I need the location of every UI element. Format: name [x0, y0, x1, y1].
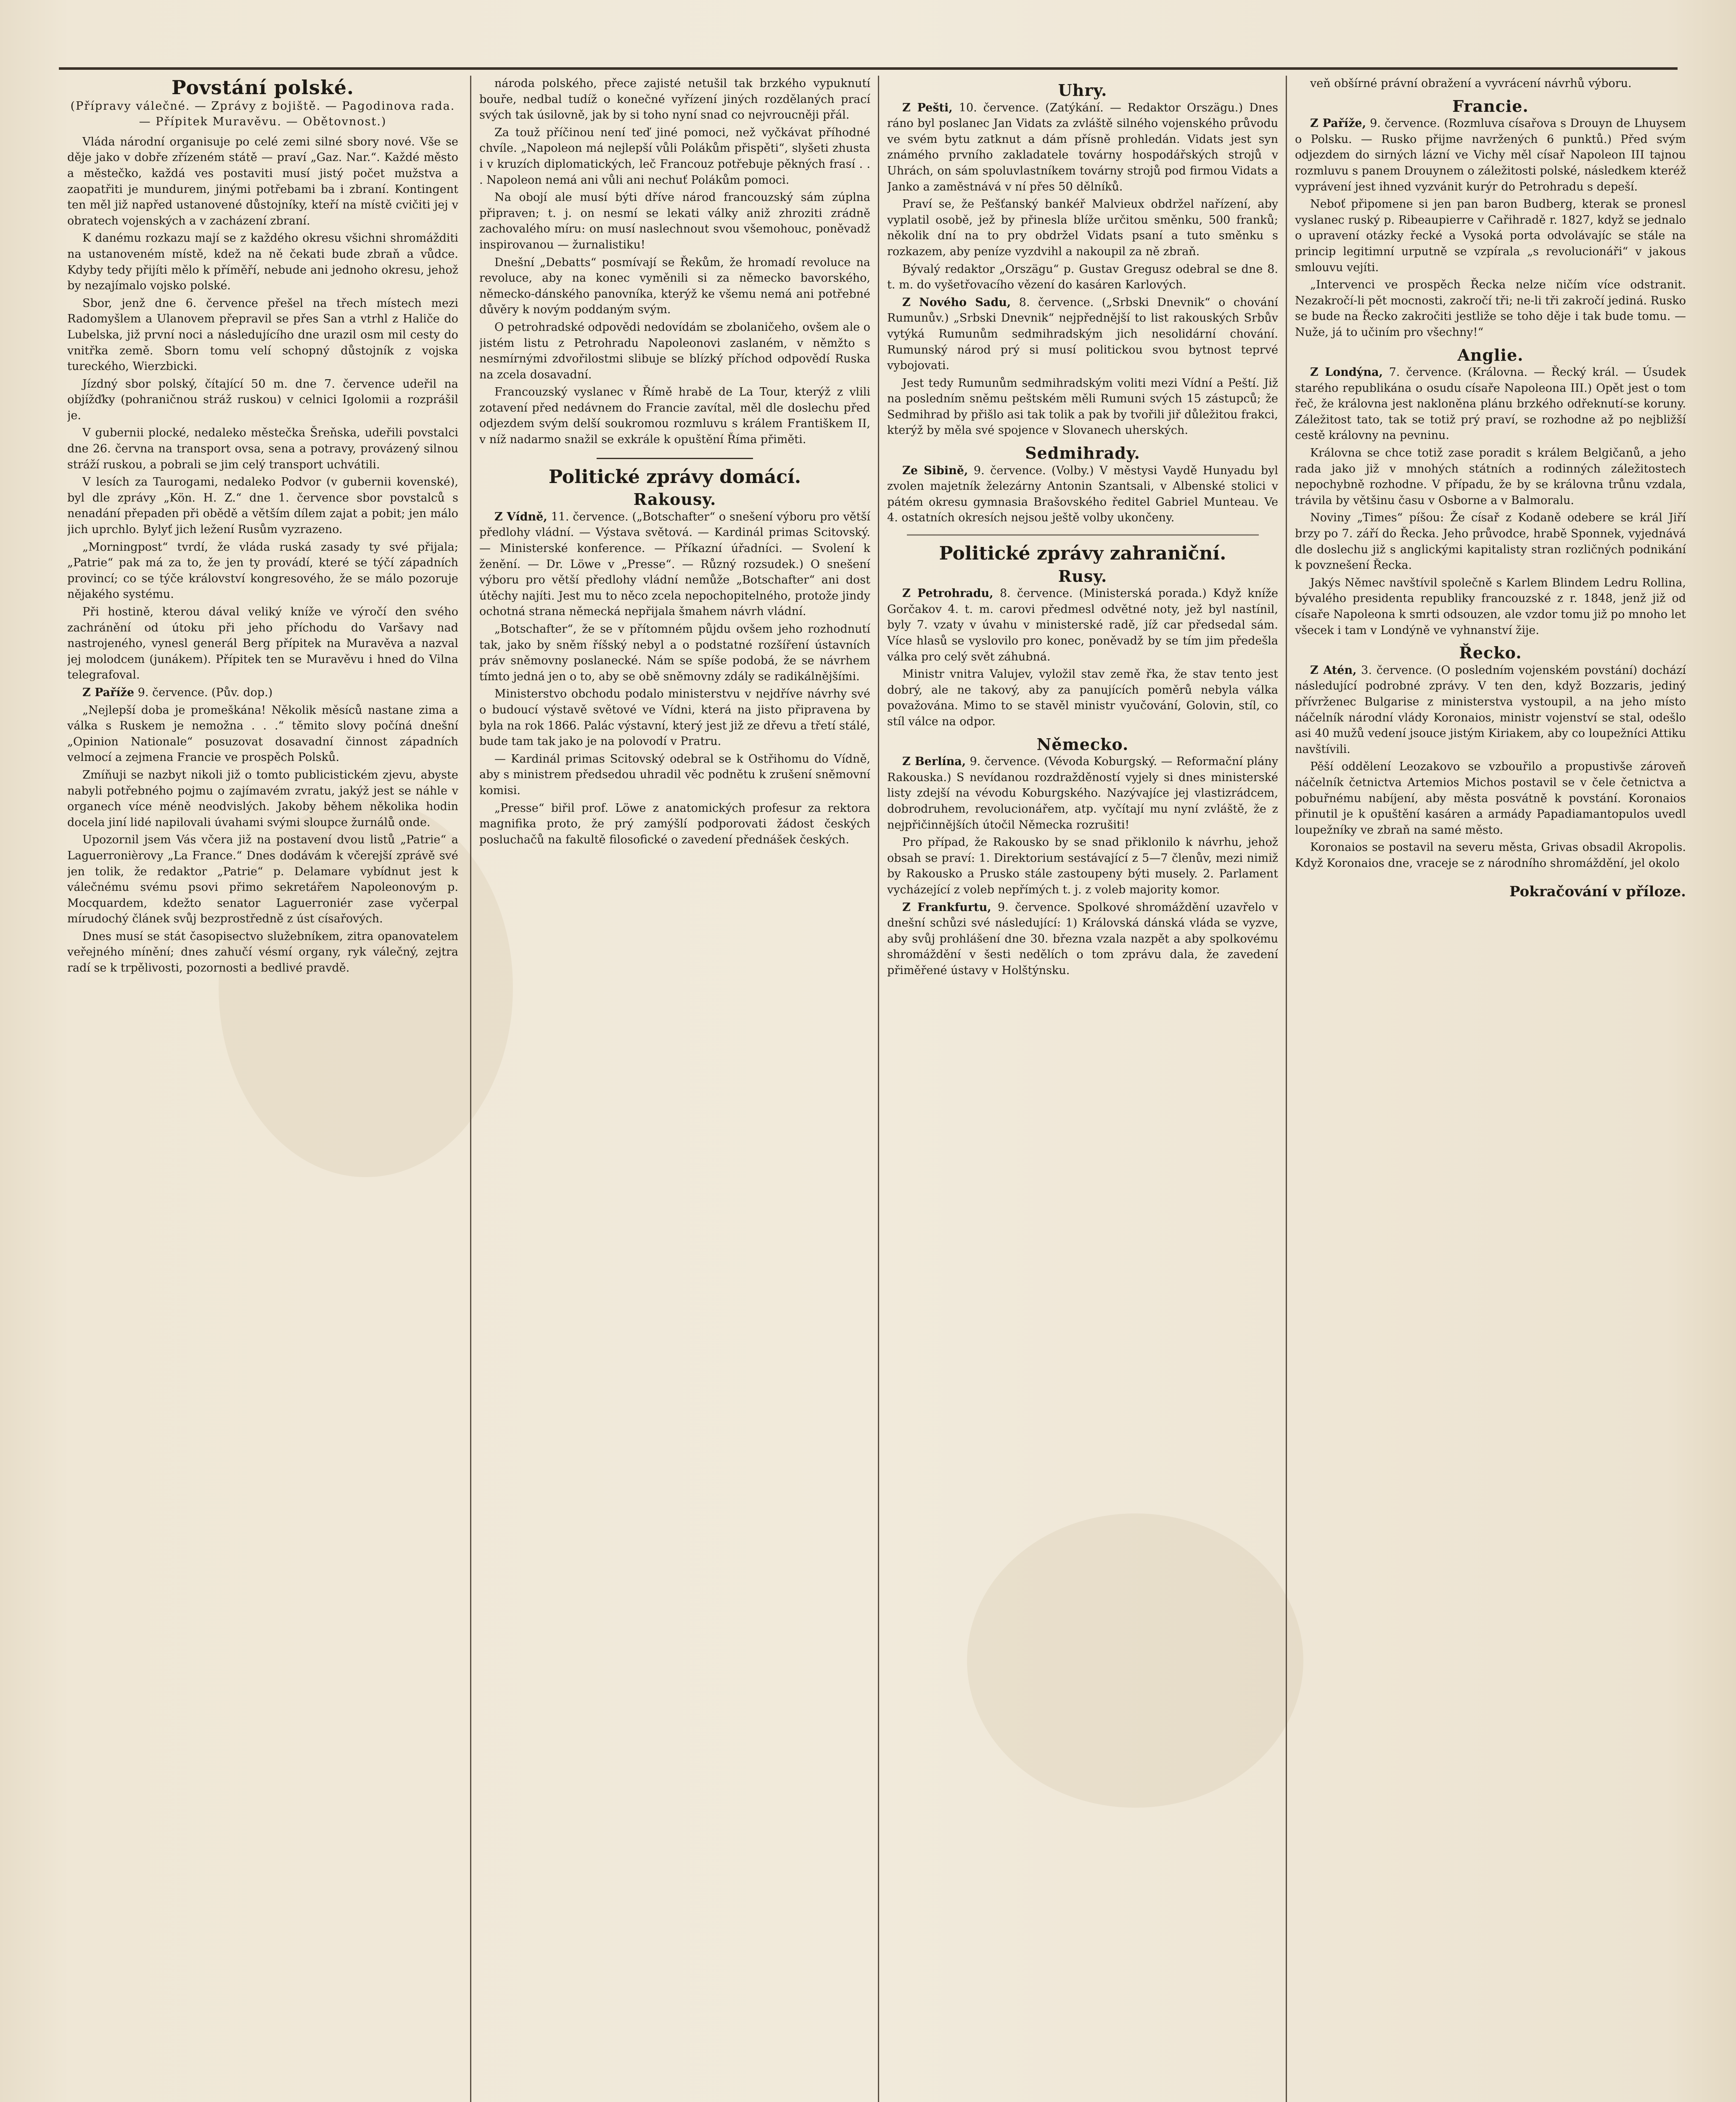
dateline-paragraph [887, 586, 1278, 665]
paragraph: Praví se, že Pešťanský bankéř Malvieux obdržel nařízení, aby vyplatil osobě, jež by přinesla blíže určitou směnku, 500 franků; několik dní na to pry obdržel Vidats psaní a tuto směnku s rozkazem, aby peníze vyzdvihl a nakoupil za ně zbraň. [887, 198, 1278, 258]
paragraph: O petrohradské odpovědi nedovídám se zbolaničeho, ovšem ale o jistém listu z Petrohradu Napoleonovi zaslaném, v němžto s nesmírnými zdvořilostmi slibuje se blízký příchod odpovědí Ruska na zcela dosavadní. [479, 320, 870, 381]
column-rule [878, 76, 879, 2102]
column-4 [1295, 76, 1686, 2102]
dateline-paragraph [479, 509, 870, 620]
dateline-text: 9. července. (Rozmluva císařova s Drouyn de Lhuysem o Polsku. — Rusko přijme navržených 6 punktů.) Před svým odjezdem do sirných lázní ve Vichy měl císař Napoleon III tajnou rozmluvu s panem Drouynem o záležitosti polské, následkem kteréž vyprávení jest ihned vyzvánit kurýr do Petrohradu s depeší. [1295, 117, 1686, 193]
paragraph: Při hostině, kterou dával veliký kníže ve výročí den svého zachránění od útoku při jeho příchodu do Varšavy nad nastrojeného, vynesl generál Berg přípitek na Muravěva a nazval jej molodcem (junákem). Přípitek ten se Muravěvu i hned do Vilna telegrafoval. [67, 605, 458, 682]
column-3 [887, 76, 1278, 2102]
dateline: Z Paříže [82, 686, 135, 699]
dateline-paragraph [67, 685, 458, 701]
dateline: Z Londýna, [1310, 366, 1383, 379]
paragraph: Jest tedy Rumunům sedmihradským voliti mezi Vídní a Peští. Již na posledním sněmu peštském měli Rumuni svých 15 zástupců; že Sedmihrad by přišlo asi tak tolik a pak by tvořili jiř důležitou frakci, kterýž by měla své spojence v Slovanech uherských. [887, 376, 1278, 437]
paragraph: Upozornil jsem Vás včera již na postavení dvou listů „Patrie“ a Laguerronièrovy „La France.“ Dnes dodávám k včerejší zprávě své jen tolik, že redaktor „Patrie“ p. Delamare vybídnut jest k válečnému svému psovi přimo sekretářem Napoleonovým p. Mocquardem, kdežto senator Laguerroniér zase vyčerpal mírudochý článek svůj bezprostředně z úst císařových. [67, 833, 458, 926]
dateline: Z Nového Sadu, [902, 296, 1011, 309]
paragraph: Pěší oddělení Leozakovo se vzbouřilo a propustivše zároveň náčelník četnictva Artemios Michos postavil se v čele četnictva a pobuřnému nabíjení, aby města posvátně k povstání. Koronaios přinutil je k opuštění kasáren a armády Papadiamantopulos uvedl loupežníky ve zbraň na samé město. [1295, 760, 1686, 837]
country-heading: Rusy. [1058, 566, 1107, 586]
country-heading: Uhry. [1058, 81, 1107, 100]
dateline: Ze Sibině, [902, 464, 968, 477]
dateline-text: 10. července. (Zatýkání. — Redaktor Orszägu.) Dnes ráno byl poslanec Jan Vidats za zvláště silného vojenského průvodu ve svém bytu zatknut a dám přísně prohledán. Vidats jest syn známého prvního zakladatele továrny hospodářských strojů v Uhrách, on sám spoluvlastníkem továrny strojů pod firmou Vidats a Janko a zaměstnává v ní přes 50 dělníků. [887, 101, 1278, 193]
dateline-paragraph [887, 295, 1278, 374]
dateline-paragraph [887, 100, 1278, 195]
country-heading: Rakousy. [633, 490, 716, 509]
dateline: Z Atén, [1310, 663, 1357, 677]
dateline: Z Vídně, [494, 510, 547, 523]
dateline-paragraph [887, 900, 1278, 979]
column-rule [1286, 76, 1287, 2102]
paragraph: Francouzský vyslanec v Římě hrabě de La Tour, kterýž z vlili zotavení před nedávnem do Francie zavítal, měl dle doslechu před odjezdem svým delší soukromou rozmluvu s králem Františkem II, v níž nadarmo snažil se exkrále k opuštění Říma přiměti. [479, 386, 870, 446]
section-heading: Povstání polské. [171, 76, 354, 99]
paragraph: Neboť připomene si jen pan baron Budberg, kterak se pronesl vyslanec ruský p. Ribeaupierre v Cařihradě r. 1827, když se jednalo o upravení otázky řecké a Vysoká porta odvolávajíc se stále na princip legitimní urputně se vzpírala „s revolucionáři“ v jakous smlouvu vejíti. [1295, 198, 1686, 274]
column-1 [67, 76, 458, 2102]
paragraph: „Nejlepší doba je promeškána! Několik měsíců nastane zima a válka s Ruskem je nemožna . . .“ těmito slovy počíná dnešní „Opinion Nationale“ posuzovat dosavadní činnost západních velmocí a zejmena Francie ve prospěch Polsků. [67, 703, 458, 764]
paragraph: národa polského, přece zajisté netušil tak brzkého vypuknutí bouře, nedbal tudíž o konečné vyřízení jiných rozdělaných prací svých tak úsilovně, jak by si toho nyní snad co nejvroucněji přál. [479, 77, 870, 122]
paragraph: — Kardinál primas Scitovský odebral se k Ostřihomu do Vídně, aby s ministrem předsedou uhradil věc podnětu k zrušení sněmovní komisi. [479, 752, 870, 797]
dateline-text: 3. července. (O posledním vojenském povstání) dochází následující podrobné zprávy. V ten den, když Bozzaris, jediný přívrženec Bulgarise z ministerstva vystoupil, a na jeho místo náčelník národní vlády Koronaios, ministr vojenství se stal, odešlo asi 40 mužů vedení jsouce jistým Kiriakem, aby co loupežníci Attiku navštívili. [1295, 663, 1686, 756]
dateline-text: 9. července. Spolkové shromáždění uzavřelo v dnešní schůzi své následující: 1) Královská dánská vláda se vyzve, aby svůj prohlášení dne 30. března vzala nazpět a aby spolkovému shromáždění v šesti nedělích o tom zprávu dala, že zavedení přiměřené ústavy v Holštýnsku. [887, 900, 1278, 977]
paragraph: Dnes musí se stát časopisectvo služebníkem, zitra opanovatelem veřejného mínění; dnes zahučí vésmí organy, ryk válečný, zejtra radí se k trpělivosti, pozornosti a bedlivé pravdě. [67, 930, 458, 975]
country-heading: Francie. [1452, 96, 1529, 116]
country-heading: Řecko. [1459, 643, 1522, 663]
paragraph: „Botschafter“, že se v přítomném půjdu ovšem jeho rozhodnutí tak, jako by sněm říšský nebyl a o podstatné rozšíření ústavních práv sněmovny poslanecké. Nám se spíše podobá, že se návrhem tímto jedná jen o to, aby se obě sněmovny zdály se radikálnějšími. [479, 623, 870, 683]
section-heading: Politické zprávy zahraniční. [939, 543, 1226, 565]
dateline-text: 8. července. (Ministerská porada.) Když kníže Gorčakov 4. t. m. carovi předmesl odvětné noty, jež byl nastínil, byly 7. vzaty v úvahu v ministerské radě, jíž car předsedal sám. Více hlasů se vyslovilo pro konec, poněvadž by se tím jim předešla válka pro celý svět záhubná. [887, 587, 1278, 663]
paragraph: „Intervenci ve prospěch Řecka nelze ničím více odstranit. Nezakročí-li pět mocnosti, zakročí tři; ne-li tři zakročí jediná. Rusko se bude na Řecko zakročiti jestliže se toho děje i tak bude tomu. — Nuže, já to učiním pro všechny!“ [1295, 278, 1686, 339]
paragraph: Jízdný sbor polský, čítající 50 m. dne 7. července udeřil na objížďky (pohraničnou stráž ruskou) v celnici Igolomii a rozprášil je. [67, 377, 458, 422]
dateline: Z Frankfurtu, [902, 900, 991, 914]
paragraph: Zmíňuji se nazbyt nikoli již o tomto publicistickém zjevu, abyste nabyli potřebného pojmu o zajímavém zvratu, jakýž jest se náhle v organech více méně neodvislých. Jakoby během několika hodin docela jiní lidé napilovali úvahami svými sloupce žurnálů onde. [67, 768, 458, 829]
section-heading: Politické zprávy domácí. [548, 466, 801, 488]
column-rule [470, 76, 471, 2102]
dateline-text: 9. července. (Vévoda Koburgský. — Reformační plány Rakouska.) S nevídanou rozdražděností vyjely si dnes ministerské listy zdejší na vévodu Koburgského. Nazývajíce jej vlastizrádcem, dobrodruhem, revolucionářem, atp. vyčítají mu nyní zvláště, že z nejpřičinnějších útočil Německa rozrušiti! [887, 755, 1278, 832]
separator [597, 458, 753, 459]
paragraph: V gubernii plocké, nedaleko městečka Šreňska, udeřili povstalci dne 26. června na transport ovsa, sena a potravy, provázený silnou stráží ruskou, a pobrali se jim celý transport uchvátili. [67, 426, 458, 471]
paragraph: Bývalý redaktor „Orszägu“ p. Gustav Gregusz odebral se dne 8. t. m. do vyšetřovacího vězení do kasáren Karlových. [887, 262, 1278, 292]
dateline: Z Pešti, [902, 101, 953, 114]
dateline-date: 9. července. (Pův. dop.) [137, 686, 273, 699]
paragraph: veň obšírné právní obražení a vyvrácení návrhů výboru. [1310, 77, 1632, 90]
paragraph: Pro případ, že Rakousko by se snad přiklonilo k návrhu, jehož obsah se praví: 1. Direktorium sestávající z 5—7 členův, mezi nimiž by Rakousko a Prusko stále zastoupeny býti musely. 2. Parlament vycházející z voleb nepřímých t. j. z voleb majority komor. [887, 836, 1278, 896]
country-heading: Německo. [1036, 734, 1129, 754]
paragraph: Ministerstvo obchodu podalo ministerstvu v nejdříve návrhy své o budoucí výstavě světové ve Vídni, která na jisto připravena by byla na rok 1866. Palác výstavní, který jest již ze dřevu a třetí stálé, bude tam tak jako je na polovodí v Pratru. [479, 687, 870, 748]
paragraph: K danému rozkazu mají se z každého okresu všichni shromážditi na ustanoveném místě, kdež na ně čekati bude zbraň a vůdce. Kdyby tedy přijíti mělo k příměří, nebude ani jednoho okresu, jehož by nezajímalo vojsko polské. [67, 232, 458, 293]
top-rule [59, 67, 1678, 70]
dateline: Z Petrohradu, [902, 587, 994, 600]
dateline: Z Paříže, [1310, 117, 1366, 130]
paragraph: Koronaios se postavil na severu města, Grivas obsadil Akropolis. Když Koronaios dne, vraceje se z národního shromáždění, jel okolo [1295, 841, 1686, 870]
dateline-paragraph [887, 754, 1278, 833]
paragraph: Ministr vnitra Valujev, vyložil stav země řka, že stav tento jest dobrý, ale ne takový, aby za panujících poměrů nebyla válka považována. Mimo to se stavěl ministr vyučování, Golovin, stíl, co stíl válce na odpor. [887, 668, 1278, 728]
continuation-note: Pokračování v příloze. [1509, 883, 1686, 900]
paragraph: V lesích za Taurogami, nedaleko Podvor (v gubernii kovenské), byl dle zprávy „Kön. H. Z.“ dne 1. července sbor povstalců s nenadání přepaden při obědě a větším dílem zajat a pobit; jen málo jich uprchlo. Bylyť jich ležení Rusům vyzrazeno. [67, 475, 458, 536]
paragraph: Vláda národní organisuje po celé zemi silné sbory nové. Vše se děje jako v dobře zřízeném státě — praví „Gaz. Nar.“. Každé město a městečko, každá ves postaviti musí jistý počet mužstva a zaopatřiti je mundurem, jinými potřebami ba i zbraní. Kontingent ten měl již napřed ustanovené důstojníky, kteří na místě cvičiti jej v obratech vojenských a v zacházení zbraní. [67, 135, 458, 227]
paragraph: Za touž příčinou není teď jiné pomoci, než vyčkávat příhodné chvíle. „Napoleon má nejlepší vůli Polákům přispěti“, slyšeti zhusta i v kruzích diplomatických, leč Francouz potřebuje pěkných frasí . . . Napoleon nemá ani vůli ani nechuť Polákům pomoci. [479, 126, 870, 187]
paragraph: Královna se chce totiž zase poradit s králem Belgičanů, a jeho rada jako již v mnohých státních a rodinných záležitostech nepochybně rozhodne. V případu, že by se královna trůnu vzdala, trávila by většinu času v Osborne a v Balmoralu. [1295, 446, 1686, 507]
paragraph: Jakýs Němec navštívil společně s Karlem Blindem Ledru Rollina, bývalého presidenta republiky francouzské z r. 1848, jenž již od císaře Napoleona k smrti odsouzen, ale vzdor tomu již po mnoho let všecek i tam v Londýně ve vyhnanství žije. [1295, 576, 1686, 637]
paragraph: „Presse“ biřil prof. Löwe z anatomických profesur za rektora magnifika proto, že prý zamýšlí podporovati žádost českých posluchačů na fakultě filosofické o zavedení přednášek českých. [479, 801, 870, 846]
separator [907, 534, 1259, 536]
country-heading: Anglie. [1457, 345, 1524, 364]
paragraph: „Morningpost“ tvrdí, že vláda ruská zasady ty své přijala; „Patrie“ pak má za to, že jen ty provádí, které se týčí západních provincí; co se týče království kongresového, že se málo pozoruje nějakého systému. [67, 540, 458, 601]
dateline-paragraph [887, 463, 1278, 526]
dateline: Z Berlína, [902, 755, 966, 768]
paragraph: Na obojí ale musí býti dříve národ francouzský sám zúplna připraven; t. j. on nesmí se lekati války aniž zhroziti zrádně zachovalého míru: on musí naslechnout svou všemohouc, poněvadž inspirovanou — žurnalistiku! [479, 191, 870, 251]
section-subtitle: (Přípravy válečné. — Zprávy z bojiště. — Pagodinova rada. — Přípitek Muravěvu. — Obětovnost.) [70, 99, 455, 129]
country-heading: Sedmihrady. [1025, 444, 1140, 463]
dateline-text: 7. července. (Královna. — Řecký král. — Úsudek starého republikána o osudu císaře Napoleona III.) Opět jest o tom řeč, že královna jest nakloněna plánu brzkého odřeknutí-se koruny. Záležitost tato, tak se totiž prý praví, se rozhodne až po nejbližší cestě královny na pevninu. [1295, 366, 1686, 442]
dateline-paragraph [1295, 116, 1686, 195]
paragraph: Sbor, jenž dne 6. července přešel na třech místech mezi Radomyšlem a Ulanovem přepravil se přes San a vtrhl z Haliče do Lubelska, již první noci a následujícího dne urazil osm mil cesty do vnitřka země. Sborn tomu velí schopný důstojník z vojska tureckého, Wierzbicki. [67, 296, 458, 373]
paragraph: Noviny „Times“ píšou: Že císař z Kodaně odebere se král Jiří brzy po 7. září do Řecka. Jeho průvodce, hrabě Sponnek, vyjednává dle doslechu již s anglickými kapitalisty stran rozličných podnikání k povznešení Řecka. [1295, 511, 1686, 572]
dateline-text: 11. července. („Botschafter“ o snešení výboru pro větší předlohy vládní. — Výstava světová. — Kardinál primas Scitovský. — Ministerské konference. — Příkazní úřadníci. — Svolení k ženění. — Dr. Löwe v „Presse“. — Různý rozsudek.) O snešení výboru pro větší předlohy vládní nemůže „Botschafter“ ani dost útěchy najíti. Jest mu to něco zcela nepochopitelného, protože jindy ochotná strana německá nepřijala šmahem návrh vládní. [479, 510, 870, 618]
dateline-text: 8. července. („Srbski Dnevnik“ o chování Rumunův.) „Srbski Dnevnik“ nejpřednější to list rakouských Srbův vytýká Rumunům sedmihradským jich nesolidární chování. Rumunský národ prý si musí politickou svou bytnost teprvé vybojovati. [887, 296, 1278, 372]
dateline-text: 9. července. (Volby.) V městysi Vaydě Hunyadu byl zvolen majetník železárny Antonin Szantsali, v Albenské stolici v pátém okresu gymnasia Brašovského ředitel Gabriel Munteau. Ve 4. ostatních okresích nejsou ještě volby ukončeny. [887, 464, 1278, 525]
paragraph: Dnešní „Debatts“ posmívají se Řekům, že hromadí revoluce na revoluce, aby na konec vyměnili si za německo bavorského, německo-dánského panovníka, kterýž ke všemu nemá ani potřebné důvěry k novým poddaným svým. [479, 256, 870, 317]
column-2 [479, 76, 870, 2102]
dateline-paragraph [1295, 663, 1686, 758]
dateline-paragraph [1295, 364, 1686, 444]
